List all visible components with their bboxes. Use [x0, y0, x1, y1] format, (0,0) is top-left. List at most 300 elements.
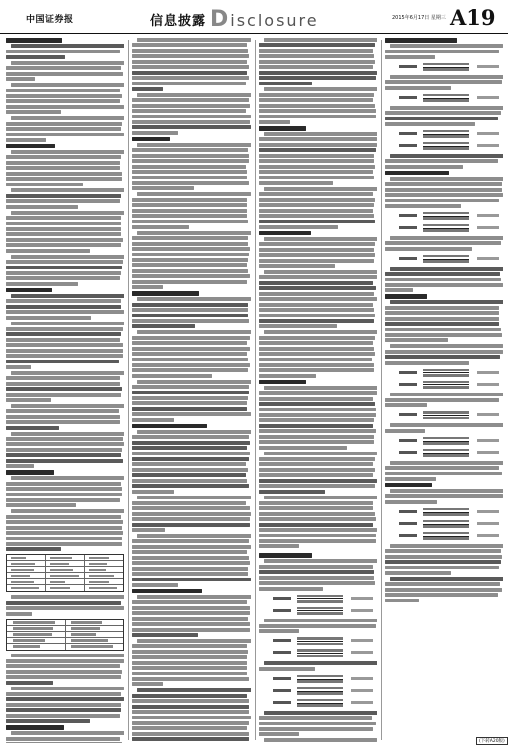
text-line — [385, 361, 469, 365]
text-line — [259, 220, 375, 224]
paragraph — [259, 496, 377, 549]
text-line — [259, 176, 374, 180]
paragraph — [132, 639, 251, 686]
text-line — [6, 354, 123, 358]
text-line — [385, 182, 502, 186]
text-line — [259, 203, 374, 207]
formula — [385, 94, 503, 102]
text-line — [385, 500, 437, 504]
subheading — [385, 294, 427, 299]
subheading — [6, 288, 52, 293]
text-line — [6, 659, 124, 663]
text-line — [385, 199, 499, 203]
text-line — [259, 402, 375, 406]
text-line — [132, 198, 247, 202]
text-line — [259, 629, 299, 633]
text-line — [385, 571, 451, 575]
paragraph — [259, 330, 377, 377]
text-line — [6, 675, 121, 679]
text-line — [259, 65, 373, 69]
text-line — [6, 327, 123, 331]
text-line — [385, 288, 413, 292]
table-cell — [7, 626, 66, 631]
text-line — [132, 457, 249, 461]
text-line — [132, 666, 247, 670]
paragraph — [385, 75, 503, 90]
data-table — [6, 554, 124, 592]
formula — [259, 699, 377, 707]
text-line — [132, 446, 247, 450]
text-line — [132, 672, 247, 676]
text-line — [132, 98, 249, 102]
text-line — [6, 232, 121, 236]
text-line — [132, 186, 194, 190]
text-line — [259, 523, 373, 527]
text-line — [132, 358, 248, 362]
text-line — [385, 398, 499, 402]
formula — [385, 381, 503, 389]
text-line — [132, 120, 250, 124]
text-line — [132, 617, 248, 621]
formula — [259, 675, 377, 683]
text-line — [132, 705, 249, 709]
text-line — [132, 347, 250, 351]
text-line — [259, 170, 373, 174]
text-line — [132, 391, 249, 395]
text-line — [132, 561, 250, 565]
text-line — [6, 601, 121, 605]
text-line — [6, 243, 121, 247]
text-line — [132, 368, 248, 372]
text-line — [6, 420, 120, 424]
text-line — [132, 484, 249, 488]
text-line — [132, 363, 250, 367]
subheading — [385, 171, 449, 176]
text-line — [132, 125, 251, 129]
text-line — [6, 183, 83, 187]
text-line — [259, 303, 373, 307]
table-cell — [85, 555, 123, 560]
subheading — [6, 144, 55, 149]
text-line — [132, 253, 249, 257]
table-cell — [7, 579, 46, 584]
section-title-initial: D — [210, 7, 231, 32]
text-line — [132, 655, 247, 659]
paragraph — [6, 61, 124, 81]
text-line — [264, 661, 377, 665]
text-line — [6, 531, 123, 535]
text-line — [259, 501, 373, 505]
text-line — [6, 205, 78, 209]
text-line — [264, 38, 377, 42]
text-line — [259, 397, 373, 401]
text-line — [390, 544, 503, 548]
table-cell — [7, 561, 46, 566]
text-line — [390, 267, 503, 271]
text-line — [6, 276, 120, 280]
text-line — [132, 209, 247, 213]
text-line — [390, 577, 503, 581]
text-line — [6, 299, 121, 303]
text-line — [259, 506, 373, 510]
text-line — [132, 606, 250, 610]
text-line — [385, 338, 448, 342]
paragraph — [6, 476, 124, 507]
text-line — [6, 448, 122, 452]
text-line — [259, 297, 377, 301]
text-line — [385, 333, 502, 337]
table-cell — [66, 638, 124, 643]
table-cell — [46, 573, 85, 578]
formula — [385, 142, 503, 150]
text-line — [6, 703, 121, 707]
text-line — [385, 311, 499, 315]
text-line — [132, 54, 249, 58]
issue-date: 2015年6月17日 星期三 — [392, 15, 446, 21]
table-cell — [66, 644, 124, 650]
paragraph — [385, 489, 503, 504]
text-line — [259, 727, 373, 731]
text-line — [259, 534, 376, 538]
text-line — [132, 479, 247, 483]
text-line — [385, 588, 502, 592]
text-line — [132, 650, 248, 654]
text-line — [6, 55, 65, 59]
text-line — [264, 496, 377, 500]
text-line — [259, 60, 375, 64]
text-line — [132, 473, 246, 477]
subheading — [385, 38, 457, 43]
paragraph — [132, 688, 251, 743]
paragraph — [132, 330, 251, 377]
text-line — [6, 110, 61, 114]
text-line — [385, 159, 498, 163]
formula — [385, 520, 503, 528]
text-line — [132, 435, 249, 439]
text-line — [6, 89, 120, 93]
text-line — [132, 159, 249, 163]
text-line — [385, 86, 451, 90]
paragraph — [259, 711, 377, 737]
text-line — [6, 155, 121, 159]
text-column-3 — [259, 38, 377, 743]
text-line — [137, 534, 251, 538]
text-line — [6, 426, 59, 430]
text-line — [259, 581, 375, 585]
formula — [385, 369, 503, 377]
text-line — [259, 275, 377, 279]
text-line — [6, 94, 122, 98]
table-cell — [85, 579, 123, 584]
text-line — [6, 50, 120, 54]
text-line — [259, 424, 373, 428]
paragraph — [6, 654, 124, 685]
text-line — [264, 187, 377, 191]
text-line — [6, 360, 119, 364]
text-line — [11, 150, 124, 154]
text-line — [259, 259, 374, 263]
paragraph — [6, 83, 124, 114]
text-line — [132, 269, 248, 273]
text-line — [6, 459, 123, 463]
text-line — [385, 599, 419, 603]
text-line — [6, 482, 121, 486]
table-cell — [7, 567, 46, 572]
text-line — [385, 429, 425, 433]
text-line — [11, 731, 124, 735]
text-line — [259, 374, 316, 378]
text-line — [6, 719, 90, 723]
paragraph — [385, 300, 503, 342]
formula — [385, 437, 503, 445]
text-line — [385, 80, 502, 84]
formula — [385, 411, 503, 419]
text-line — [259, 137, 377, 141]
table-cell — [7, 638, 66, 643]
subheading — [385, 483, 432, 488]
text-line — [259, 143, 377, 147]
text-line — [11, 44, 124, 48]
text-line — [11, 61, 124, 65]
text-line — [259, 667, 315, 671]
text-line — [137, 430, 251, 434]
table-cell — [66, 626, 124, 631]
text-line — [6, 271, 121, 275]
table-cell — [7, 573, 46, 578]
text-line — [264, 270, 377, 274]
text-line — [6, 464, 34, 468]
text-line — [132, 341, 247, 345]
subheading — [132, 589, 202, 594]
text-line — [390, 393, 503, 397]
text-line — [11, 404, 124, 408]
paragraph — [385, 461, 503, 481]
paragraph — [259, 87, 377, 124]
text-line — [6, 681, 53, 685]
text-line — [385, 593, 498, 597]
text-line — [132, 407, 247, 411]
text-line — [6, 133, 124, 137]
text-line — [132, 726, 247, 730]
text-line — [132, 148, 248, 152]
text-line — [132, 600, 247, 604]
text-line — [11, 83, 124, 87]
text-line — [6, 260, 123, 264]
paragraph — [259, 559, 377, 590]
table-cell — [85, 573, 123, 578]
masthead — [0, 0, 508, 34]
text-line — [259, 214, 374, 218]
continued-notice: (下转A20版) — [476, 737, 508, 745]
text-line — [132, 87, 163, 91]
text-line — [132, 611, 250, 615]
text-line — [259, 624, 376, 628]
paragraph — [132, 534, 251, 587]
text-line — [390, 44, 503, 48]
text-line — [11, 211, 124, 215]
table-cell — [7, 585, 46, 591]
text-line — [259, 104, 375, 108]
text-line — [132, 314, 248, 318]
paragraph — [132, 595, 251, 637]
subheading — [6, 470, 54, 475]
table-cell — [85, 561, 123, 566]
text-line — [6, 266, 122, 270]
text-line — [132, 165, 246, 169]
text-line — [385, 472, 502, 476]
table-cell — [7, 555, 46, 560]
text-line — [259, 576, 374, 580]
text-line — [385, 117, 498, 121]
table-row — [7, 585, 123, 591]
text-line — [385, 283, 503, 287]
section-title-rest: isclosure — [230, 11, 319, 30]
text-line — [132, 523, 250, 527]
text-line — [6, 66, 121, 70]
text-line — [137, 143, 251, 147]
data-table — [6, 619, 124, 651]
text-line — [259, 148, 376, 152]
text-line — [259, 54, 374, 58]
text-line — [137, 639, 251, 643]
text-line — [385, 111, 501, 115]
paragraph — [132, 231, 251, 289]
section-title-chinese: 信息披露 — [150, 14, 207, 29]
text-line — [259, 446, 347, 450]
text-line — [385, 272, 500, 276]
paragraph — [259, 132, 377, 185]
text-line — [259, 544, 299, 548]
text-line — [259, 76, 376, 80]
paragraph — [132, 192, 251, 229]
text-line — [6, 376, 120, 380]
table-cell — [46, 561, 85, 566]
text-line — [385, 55, 435, 59]
formula — [385, 212, 503, 220]
text-line — [259, 286, 376, 290]
paragraph — [259, 661, 377, 670]
table-cell — [7, 632, 66, 637]
text-line — [385, 328, 501, 332]
text-line — [137, 380, 251, 384]
text-line — [11, 371, 124, 375]
text-line — [259, 570, 374, 574]
text-line — [264, 87, 377, 91]
text-line — [132, 274, 250, 278]
text-line — [259, 347, 374, 351]
text-line — [385, 322, 499, 326]
text-line — [6, 122, 122, 126]
text-line — [132, 131, 178, 135]
text-line — [132, 401, 247, 405]
paragraph — [132, 430, 251, 494]
text-line — [259, 352, 375, 356]
table-row — [7, 644, 123, 650]
text-line — [132, 236, 248, 240]
section-title-english — [210, 7, 319, 32]
text-line — [11, 255, 124, 259]
text-line — [132, 490, 174, 494]
subheading — [6, 725, 64, 730]
formula — [259, 637, 377, 645]
paragraph — [6, 211, 124, 253]
paragraph — [385, 544, 503, 575]
text-line — [264, 386, 377, 390]
text-line — [6, 542, 122, 546]
paragraph — [6, 595, 124, 615]
text-line — [259, 457, 375, 461]
text-line — [390, 177, 503, 181]
formula — [259, 687, 377, 695]
text-line — [259, 473, 373, 477]
text-line — [390, 300, 503, 304]
text-line — [259, 181, 333, 185]
subheading — [259, 231, 311, 236]
text-line — [6, 310, 124, 314]
text-line — [385, 317, 499, 321]
table-cell — [7, 620, 66, 625]
text-line — [264, 619, 377, 623]
text-line — [259, 484, 375, 488]
text-line — [137, 496, 251, 500]
paragraph — [259, 738, 377, 743]
text-line — [6, 227, 121, 231]
paragraph — [385, 344, 503, 364]
table-cell — [46, 585, 85, 591]
text-line — [259, 225, 338, 229]
text-line — [6, 526, 122, 530]
text-line — [259, 732, 299, 736]
text-line — [259, 209, 373, 213]
text-line — [132, 550, 247, 554]
text-line — [132, 170, 247, 174]
text-line — [132, 452, 250, 456]
text-line — [390, 106, 503, 110]
text-line — [6, 222, 121, 226]
text-line — [259, 391, 377, 395]
text-line — [385, 247, 472, 251]
paragraph — [6, 371, 124, 402]
table-cell — [85, 567, 123, 572]
text-line — [132, 258, 248, 262]
text-line — [264, 132, 377, 136]
text-column-2 — [132, 38, 251, 743]
text-line — [6, 520, 123, 524]
text-line — [385, 477, 436, 481]
text-line — [132, 220, 248, 224]
text-line — [385, 350, 503, 354]
paragraph — [6, 731, 124, 743]
text-line — [259, 93, 374, 97]
text-line — [259, 159, 374, 163]
subheading — [132, 137, 170, 142]
subheading — [132, 291, 199, 296]
text-line — [132, 263, 247, 267]
text-line — [132, 412, 251, 416]
text-line — [6, 547, 61, 551]
text-line — [6, 453, 121, 457]
formula — [385, 532, 503, 540]
text-line — [259, 248, 374, 252]
text-line — [6, 365, 31, 369]
subheading — [6, 38, 62, 43]
text-line — [259, 429, 376, 433]
text-line — [137, 688, 251, 692]
text-line — [132, 699, 249, 703]
text-line — [132, 242, 248, 246]
text-line — [132, 308, 248, 312]
table-cell — [66, 620, 124, 625]
